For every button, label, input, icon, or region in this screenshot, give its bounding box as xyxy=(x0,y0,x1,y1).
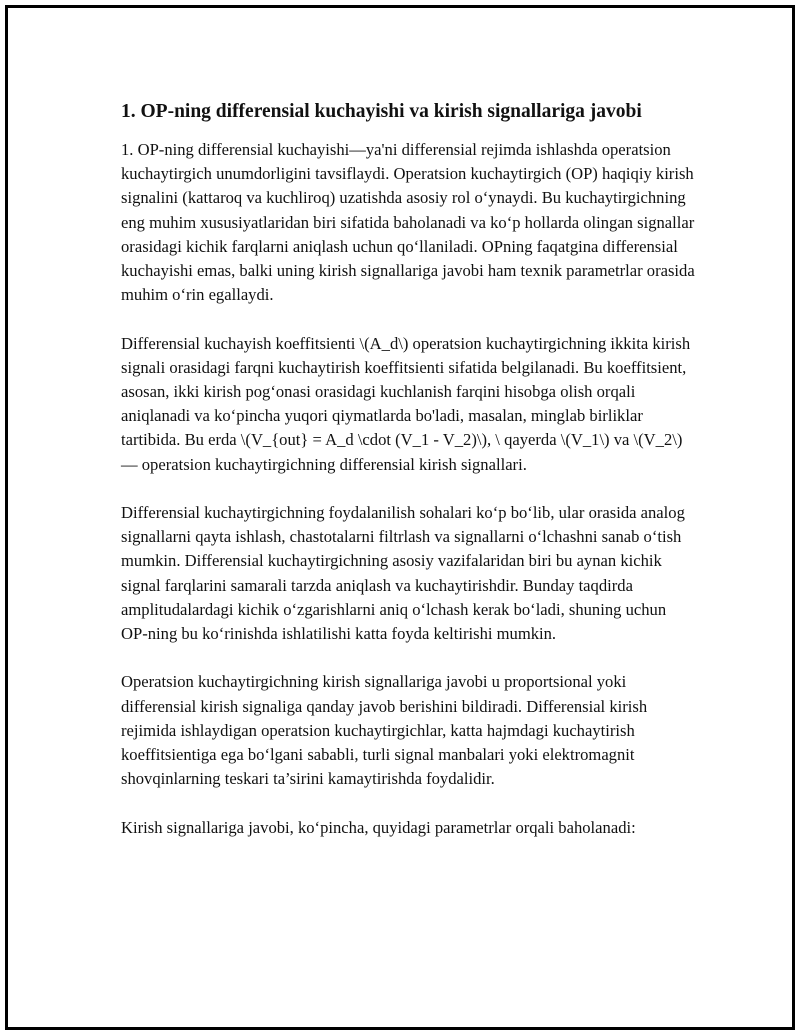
paragraph-input-response: Operatsion kuchaytirgichning kirish signallariga javobi u proportsional yoki differensial kirish signaliga qanday javob berishini bildiradi. Differensial kirish rejimida ishlaydigan operatsion kuchaytirgichlar, katta hajmdagi kuchaytirish koeffitsientiga ega bo‘lgani sababli, turli signal manbalari yoki elektromagnit shovqinlarning teskari ta’sirini kamaytirishda foydalidir. xyxy=(121,672,648,789)
paragraph-parameters-lead: Kirish signallariga javobi, ko‘pincha, quyidagi parametrlar orqali baholanadi: xyxy=(121,817,636,837)
paragraph-gain-coefficient: Differensial kuchayish koeffitsienti \(A_d\) operatsion kuchaytirgichning ikkita kirish signali orasidagi farqni kuchaytirish koeffitsienti sifatida belgilanadi. Bu koeffitsient, asosan, ikki kirish pog‘onasi orasidagi kuchlanish farqini hisobga olish orqali aniqlanadi va ko‘pincha yuqori qiymatlarda bo'ladi, masalan, minglab birliklar tartibida. Bu erda \(V_{out} = A_d \cdot (V_1 - V_2)\), \ qayerda \(V_1\) va \(V_2\) — operatsion kuchaytirgichning differensial kirish signallari. xyxy=(121,333,691,474)
document-body xyxy=(121,100,696,864)
section-heading: 1. OP-ning differensial kuchayishi va kirish signallariga javobi xyxy=(121,101,642,122)
page-frame xyxy=(5,5,795,1030)
paragraph-applications: Differensial kuchaytirgichning foydalanilish sohalari ko‘p bo‘lib, ular orasida analog signallarni qayta ishlash, chastotalarni filtrlash va signallarni o‘lchashni sanab o‘tish mumkin. Differensial kuchaytirgichning asosiy vazifalaridan biri bu aynan kichik signal farqlarini samarali tarzda aniqlash va kuchaytirishdir. Bunday taqdirda amplitudalardagi kichik o‘zgarishlarni aniq o‘lchash kerak bo‘ladi, shuning uchun OP-ning bu ko‘rinishda ishlatilishi katta foyda keltirishi mumkin. xyxy=(121,503,685,644)
paragraph-intro: 1. OP-ning differensial kuchayishi—ya'ni differensial rejimda ishlashda operatsion kuchaytirgich unumdorligini tavsiflaydi. Operatsion kuchaytirgich (OP) haqiqiy kirish signalini (kattaroq va kuchliroq) uzatishda asosiy rol o‘ynaydi. Bu kuchaytirgichning eng muhim xususiyatlaridan biri sifatida baholanadi va ko‘p hollarda olingan signallar orasidagi kichik farqlarni aniqlash uchun qo‘llaniladi. OPning faqatgina differensial kuchayishi emas, balki uning kirish signallariga javobi ham texnik parametrlar orasida muhim o‘rin egallaydi. xyxy=(121,140,695,305)
